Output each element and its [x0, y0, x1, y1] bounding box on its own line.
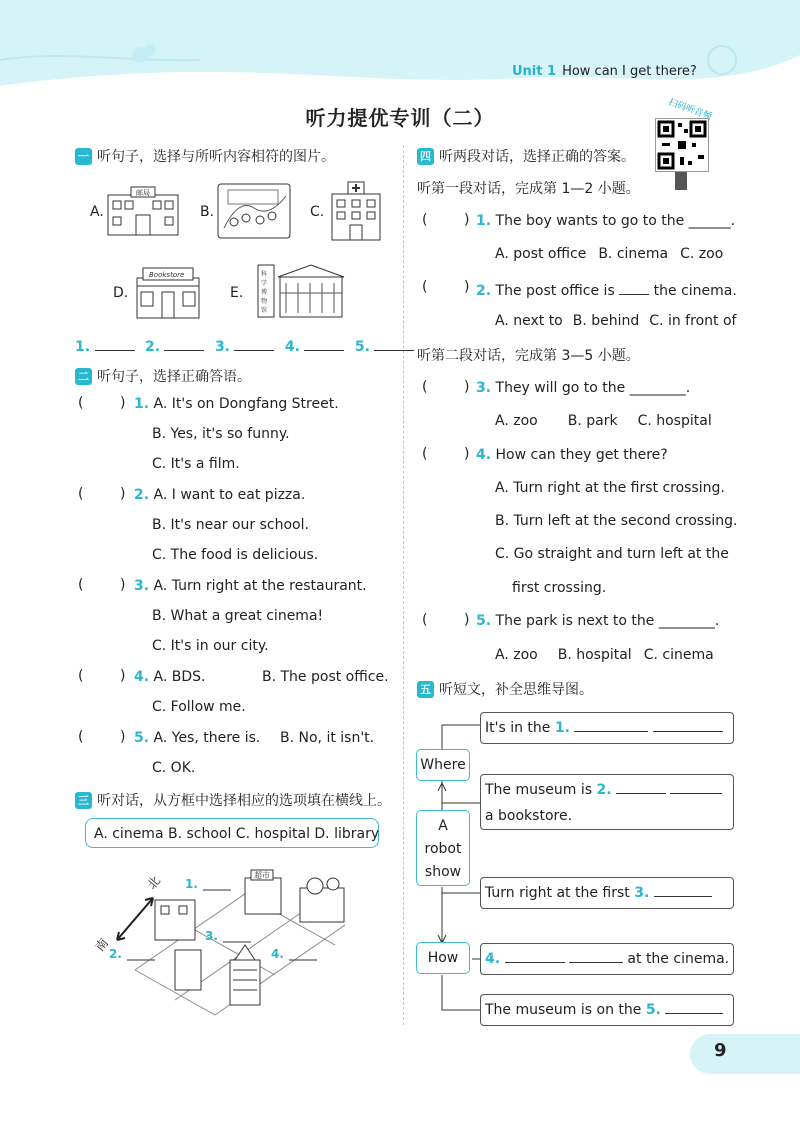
qr-code-icon[interactable]: [655, 118, 709, 172]
post-office-sign: 邮局: [136, 189, 150, 197]
section1-answers: [75, 336, 414, 355]
s4-q3-stem: They will go to the ________.: [495, 380, 691, 396]
s4-q2-stem-a: The post office is: [495, 283, 615, 299]
section2-instruction: 听句子，选择正确答语。: [97, 369, 251, 385]
s2-q4-num: 4.: [134, 669, 150, 685]
s2-q2-option-b: B. It's near our school.: [152, 517, 309, 533]
section1-instruction: 听句子，选择与所听内容相符的图片。: [97, 149, 335, 165]
s2-q4-paren-open: (: [78, 668, 84, 684]
s2-q4-answer[interactable]: [103, 666, 119, 686]
picture-a-label: A.: [90, 204, 104, 220]
box2-text-2: a bookstore.: [485, 808, 573, 824]
s4-q4-option-a: A. Turn right at the first crossing.: [495, 480, 725, 496]
options-box: A. cinema B. school C. hospital D. library: [85, 818, 379, 848]
s2-q2-option-c: C. The food is delicious.: [152, 547, 319, 563]
center-line-3: show: [424, 864, 462, 880]
svg-text:科: 科: [261, 271, 268, 278]
svg-text:博: 博: [261, 289, 268, 296]
answer-2-blank[interactable]: [164, 336, 204, 351]
mind-map-box-2: [480, 774, 734, 830]
map-blank-1-num: 1.: [185, 877, 198, 891]
s4-q1-paren-close: ): [464, 212, 470, 228]
s4-q3-paren-open: (: [422, 379, 428, 395]
unit-name: How can I get there?: [562, 64, 697, 79]
s2-q5-option-c: C. OK.: [152, 760, 196, 776]
answer-5-blank[interactable]: [374, 336, 414, 351]
s2-q1-num: 1.: [134, 396, 150, 412]
s4-q4-num: 4.: [476, 447, 492, 463]
unit-label: Unit 1: [512, 64, 557, 79]
s4-q5-option-a: A. zoo: [495, 647, 538, 663]
section1-heading: [75, 146, 335, 166]
s4-q5-answer[interactable]: [444, 610, 460, 630]
bookstore-sign: Bookstore: [149, 271, 185, 279]
s2-q1-paren-close: ): [120, 395, 126, 411]
s2-q4-paren-close: ): [120, 668, 126, 684]
s2-q4-option-b: B. The post office.: [262, 669, 389, 685]
bookstore-picture[interactable]: [133, 264, 203, 319]
section5-heading: [417, 679, 593, 699]
box4-blank-b[interactable]: [569, 948, 623, 963]
s4-q2-answer[interactable]: [444, 277, 460, 297]
cinema-picture[interactable]: [214, 178, 294, 243]
s2-q5-option-b: B. No, it isn't.: [280, 730, 375, 746]
s2-q5-answer[interactable]: [103, 727, 119, 747]
svg-text:馆: 馆: [261, 307, 268, 314]
answer-2-num: 2.: [144, 339, 161, 355]
s4-q3-paren-close: ): [464, 379, 470, 395]
s4-q5-option-c: C. cinema: [643, 647, 714, 663]
s4-q2-stem-b: the cinema.: [653, 283, 737, 299]
s2-q3-paren-close: ): [120, 577, 126, 593]
s4-q1-num: 1.: [476, 213, 492, 229]
section3-instruction: 听对话，从方框中选择相应的选项填在横线上。: [97, 793, 391, 809]
s2-q3-option-c: C. It's in our city.: [152, 638, 269, 654]
section5-badge: 五: [417, 681, 434, 698]
mind-map-box-1: [480, 712, 734, 744]
s2-q5-option-a: A. Yes, there is.: [153, 730, 261, 746]
box5-num: 5.: [645, 1002, 661, 1018]
section1-badge: 一: [75, 148, 92, 165]
s2-q3-paren-open: (: [78, 577, 84, 593]
s4-q5-stem: The park is next to the ________.: [495, 613, 720, 629]
mind-map-box-3: [480, 877, 734, 909]
post-office-picture[interactable]: [103, 183, 183, 238]
box1-blank-a[interactable]: [574, 717, 648, 732]
s2-q3-answer[interactable]: [103, 575, 119, 595]
s2-q3-option-b: B. What a great cinema!: [152, 608, 324, 624]
s4-q1-stem: The boy wants to go to the ______.: [495, 213, 736, 229]
section4-part1-intro: 听第一段对话，完成第 1—2 小题。: [417, 181, 640, 197]
box4-blank-a[interactable]: [505, 948, 565, 963]
map-blank-3-num: 3.: [205, 929, 218, 943]
s4-q4-stem: How can they get there?: [495, 447, 668, 463]
mind-map-box-5: [480, 994, 734, 1026]
where-node: Where: [416, 749, 470, 781]
section5-instruction: 听短文，补全思维导图。: [439, 682, 593, 698]
column-divider: [403, 145, 404, 1025]
section2-badge: 二: [75, 368, 92, 385]
s4-q3-answer[interactable]: [444, 377, 460, 397]
page-number-tab: [690, 1034, 800, 1074]
s4-q1-option-a: A. post office: [495, 246, 587, 262]
s4-q4-option-c: C. Go straight and turn left at the: [495, 546, 729, 562]
box2-blank-b[interactable]: [670, 779, 722, 794]
picture-c-label: C.: [310, 204, 325, 220]
box5-blank[interactable]: [665, 999, 723, 1014]
section3-badge: 三: [75, 792, 92, 809]
s2-q2-option-a: A. I want to eat pizza.: [153, 487, 306, 503]
box1-text: It's in the: [485, 720, 551, 736]
mind-map-box-4: [480, 943, 734, 975]
s4-q1-option-b: B. cinema: [598, 246, 669, 262]
answer-5-num: 5.: [354, 339, 370, 355]
box4-num: 4.: [485, 951, 501, 967]
answer-4-blank[interactable]: [304, 336, 344, 351]
s4-q2-num: 2.: [476, 283, 492, 299]
s4-q1-option-c: C. zoo: [680, 246, 724, 262]
hospital-picture[interactable]: [326, 180, 386, 242]
svg-text:学: 学: [261, 280, 268, 287]
s4-q3-option-b: B. park: [567, 413, 618, 429]
s4-q1-paren-open: (: [422, 212, 428, 228]
s2-q3-option-a: A. Turn right at the restaurant.: [153, 578, 367, 594]
center-node: [416, 810, 470, 886]
s4-q4-paren-close: ): [464, 446, 470, 462]
s4-q1-answer[interactable]: [444, 210, 460, 230]
answer-3-num: 3.: [214, 339, 230, 355]
s2-q1-answer[interactable]: [103, 393, 119, 413]
s4-q5-paren-close: ): [464, 612, 470, 628]
how-node: How: [416, 942, 470, 974]
s2-q2-answer[interactable]: [103, 484, 119, 504]
s4-q2-option-b: B. behind: [572, 313, 640, 329]
s2-q3-num: 3.: [134, 578, 150, 594]
answer-4-num: 4.: [284, 339, 300, 355]
s2-q5-paren-open: (: [78, 729, 84, 745]
supermarket-sign: 超市: [254, 871, 270, 880]
s4-q5-num: 5.: [476, 613, 492, 629]
section4-part2-intro: 听第二段对话，完成第 3—5 小题。: [417, 348, 640, 364]
s4-q4-answer[interactable]: [444, 444, 460, 464]
s4-q2-option-c: C. in front of: [649, 313, 737, 329]
map-blank-4-num: 4.: [271, 947, 284, 961]
s2-q1-paren-open: (: [78, 395, 84, 411]
s4-q5-option-b: B. hospital: [557, 647, 632, 663]
north-label: 北: [144, 873, 164, 892]
unit-title: [512, 64, 697, 79]
s2-q5-paren-close: ): [120, 729, 126, 745]
s2-q1-option-b: B. Yes, it's so funny.: [152, 426, 290, 442]
qr-tag: [675, 172, 687, 190]
box3-num: 3.: [634, 885, 650, 901]
s4-q3-option-c: C. hospital: [637, 413, 712, 429]
s2-q4-option-c: C. Follow me.: [152, 699, 246, 715]
box2-num: 2.: [596, 782, 612, 798]
picture-d-label: D.: [113, 285, 129, 301]
s4-q4-option-c-cont: first crossing.: [512, 580, 607, 596]
box1-num: 1.: [554, 720, 570, 736]
s2-q5-num: 5.: [134, 730, 150, 746]
s2-q1-option-a: A. It's on Dongfang Street.: [153, 396, 339, 412]
town-map-picture: [92, 860, 395, 1020]
scan-label: 扫码听音频: [667, 97, 713, 123]
south-label: 南: [92, 935, 112, 954]
answer-1-num: 1.: [75, 339, 91, 355]
section4-badge: 四: [417, 148, 434, 165]
s4-q4-paren-open: (: [422, 446, 428, 462]
s4-q2-paren-open: (: [422, 279, 428, 295]
section4-instruction: 听两段对话，选择正确的答案。: [439, 149, 635, 165]
section4-heading: [417, 146, 635, 166]
box3-blank[interactable]: [654, 882, 712, 897]
header-banner: [0, 0, 800, 95]
map-blank-2-num: 2.: [109, 947, 122, 961]
s4-q3-num: 3.: [476, 380, 492, 396]
answer-1-blank[interactable]: [95, 336, 135, 351]
box3-text: Turn right at the first: [485, 885, 630, 901]
answer-3-blank[interactable]: [234, 336, 274, 351]
s4-q2-option-a: A. next to: [495, 313, 563, 329]
center-line-2: robot: [424, 841, 462, 857]
s2-q2-paren-close: ): [120, 486, 126, 502]
s4-q2-blank[interactable]: [619, 280, 649, 295]
center-line-1: A: [438, 818, 448, 834]
box4-text: at the cinema.: [627, 951, 730, 967]
section3-heading: [75, 790, 391, 810]
s4-q5-paren-open: (: [422, 612, 428, 628]
s4-q2-paren-close: ): [464, 279, 470, 295]
page-number: 9: [714, 1040, 727, 1061]
s2-q2-num: 2.: [134, 487, 150, 503]
page-title: 听力提优专训（二）: [305, 106, 495, 130]
s2-q2-paren-open: (: [78, 486, 84, 502]
box2-text: The museum is: [485, 782, 593, 798]
box1-blank-b[interactable]: [653, 717, 723, 732]
s2-q1-option-c: C. It's a film.: [152, 456, 240, 472]
box5-text: The museum is on the: [485, 1002, 642, 1018]
science-museum-picture[interactable]: [256, 263, 346, 319]
s2-q4-option-a: A. BDS.: [153, 669, 206, 685]
svg-text:物: 物: [261, 298, 268, 305]
picture-e-label: E.: [230, 285, 244, 301]
box2-blank-a[interactable]: [616, 779, 666, 794]
section2-heading: [75, 366, 251, 386]
picture-b-label: B.: [200, 204, 215, 220]
s4-q3-option-a: A. zoo: [495, 413, 538, 429]
s4-q4-option-b: B. Turn left at the second crossing.: [495, 513, 738, 529]
